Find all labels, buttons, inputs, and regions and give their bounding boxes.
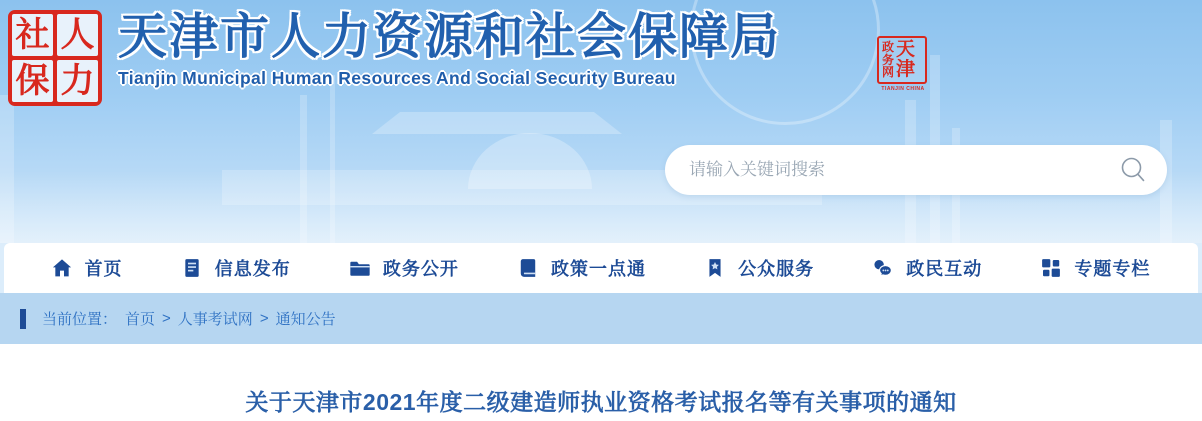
nav-label: 政民互动 [906, 259, 983, 279]
main-navigation [4, 243, 1198, 293]
nav-item-public-service[interactable] [705, 255, 814, 281]
document-icon [182, 258, 202, 278]
gov-seal-caption: TIANJIN CHINA [881, 86, 925, 92]
breadcrumb-accent-bar [20, 309, 26, 329]
nav-label: 政策一点通 [550, 259, 646, 279]
chat-icon [873, 258, 893, 278]
gov-seal-left-column: 政务网 [882, 40, 895, 80]
book-icon [518, 258, 538, 278]
seal-char: 保 [12, 60, 53, 102]
breadcrumb-separator: > [259, 310, 269, 327]
home-icon [52, 258, 72, 278]
article-title: 关于天津市2021年度二级建造师执业资格考试报名等有关事项的通知 [245, 389, 957, 415]
breadcrumb [20, 308, 340, 329]
site-title-chinese: 天津市人力资源和社会保障局 [118, 10, 782, 64]
nav-item-policy[interactable] [518, 255, 646, 281]
grid-icon [1041, 258, 1061, 278]
nav-item-news[interactable] [182, 255, 291, 281]
nav-label: 信息发布 [214, 259, 291, 279]
tianjin-gov-seal-box [877, 36, 927, 84]
search-input[interactable] [689, 160, 1117, 180]
gov-seal-right-column: 天津 [896, 38, 916, 80]
pagoda-roof-silhouette [372, 112, 622, 134]
nav-label: 首页 [84, 259, 123, 279]
tianjin-gov-seal [877, 36, 929, 92]
seal-char: 力 [57, 60, 98, 102]
search-bar [665, 145, 1167, 195]
nav-label: 专题专栏 [1074, 259, 1151, 279]
folder-icon [350, 258, 370, 278]
nav-label: 公众服务 [738, 259, 815, 279]
search-button[interactable] [1117, 154, 1149, 186]
breadcrumb-link-notices[interactable]: 通知公告 [275, 311, 336, 328]
seal-char: 人 [57, 14, 98, 56]
nav-item-interaction[interactable] [873, 255, 982, 281]
content-panel [0, 344, 1202, 421]
site-title-block [118, 10, 781, 89]
nav-item-gov-affairs[interactable] [350, 255, 459, 281]
search-icon [1119, 155, 1147, 186]
bureau-logo-seal [8, 10, 102, 106]
site-title-english: Tianjin Municipal Human Resources And Social Security Bureau [118, 67, 676, 88]
seal-char: 社 [12, 14, 53, 56]
breadcrumb-link-home[interactable]: 首页 [125, 311, 156, 328]
breadcrumb-separator: > [162, 310, 171, 327]
badge-icon [705, 258, 725, 278]
breadcrumb-label: 当前位置： [42, 311, 118, 328]
breadcrumb-band [0, 293, 1202, 344]
nav-item-home[interactable] [52, 255, 123, 281]
breadcrumb-link-exam-site[interactable]: 人事考试网 [177, 311, 253, 328]
nav-item-special-topics[interactable] [1041, 255, 1150, 281]
nav-label: 政务公开 [382, 259, 459, 279]
